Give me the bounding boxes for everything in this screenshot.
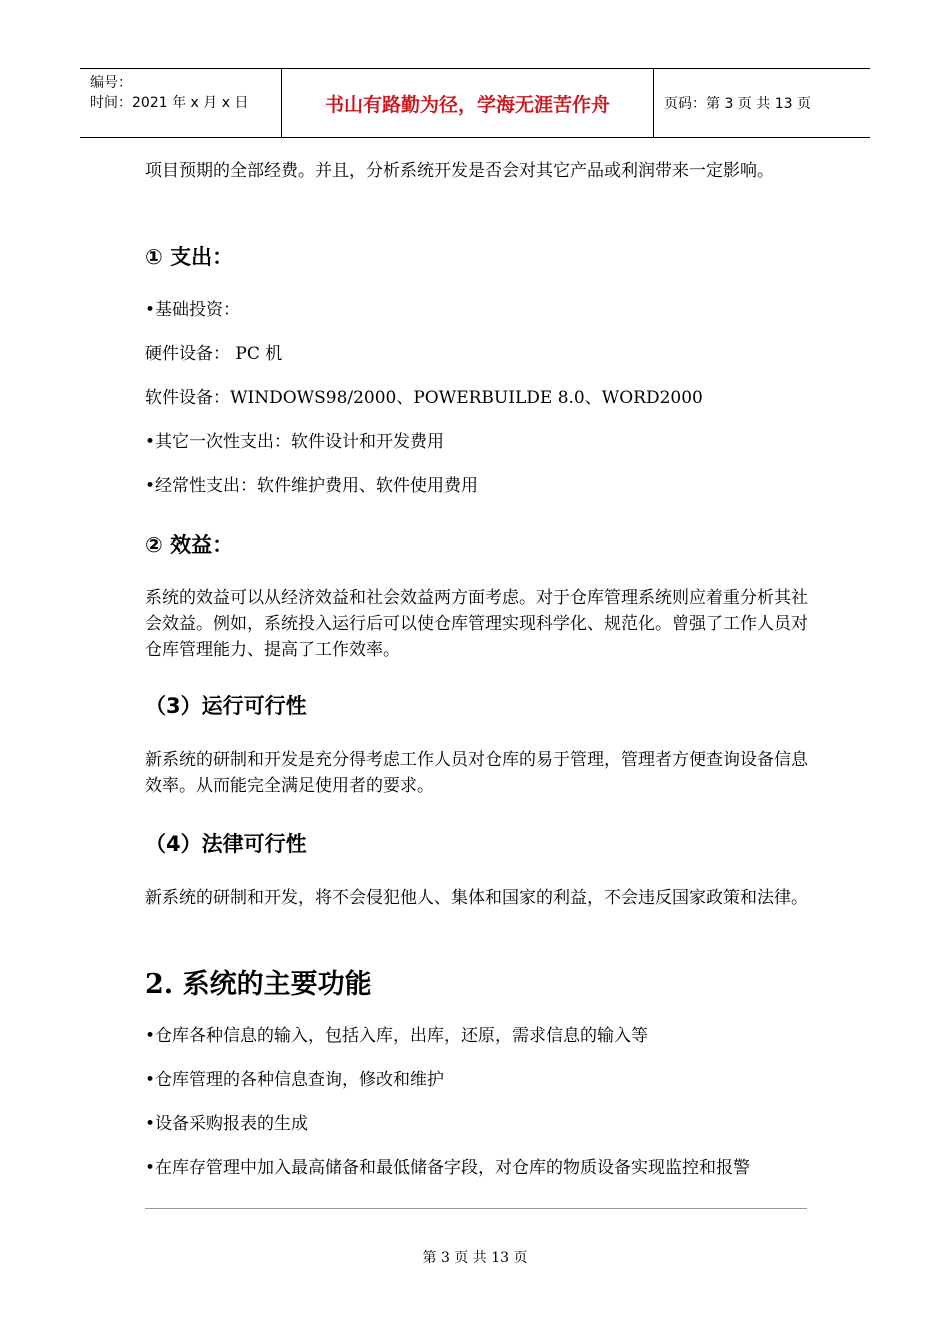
header-meta-cell: [80, 69, 282, 137]
operation-heading: （3）运行可行性: [145, 694, 307, 718]
basic-invest-item: •基础投资：: [145, 300, 241, 320]
expense-heading: ① 支出：: [145, 245, 234, 269]
function-item: •设备采购报表的生成: [145, 1114, 309, 1134]
serial-label: 编号：: [90, 75, 132, 91]
legal-paragraph: 新系统的研制和开发，将不会侵犯他人、集体和国家的利益，不会违反国家政策和法律。: [145, 888, 808, 908]
operation-paragraph: 新系统的研制和开发是充分得考虑工作人员对仓库的易于管理，管理者方便查询设备信息效率。从而能完全满足使用者的要求。: [145, 750, 808, 796]
time-label: 时间：2021 年 x 月 x 日: [90, 95, 249, 111]
page-info: 页码：第 3 页 共 13 页: [664, 96, 811, 112]
legal-heading: （4）法律可行性: [145, 832, 307, 856]
one-time-expense-item: •其它一次性支出：软件设计和开发费用: [145, 432, 445, 452]
page-header: [80, 68, 870, 138]
intro-paragraph: 项目预期的全部经费。并且，分析系统开发是否会对其它产品或利润带来一定影响。: [145, 161, 774, 181]
motto-text: 书山有路勤为径，学海无涯苦作舟: [324, 93, 610, 116]
function-item: •仓库各种信息的输入，包括入库，出库，还原，需求信息的输入等: [145, 1026, 649, 1046]
footer-divider: [145, 1208, 807, 1209]
header-page-cell: [654, 69, 870, 137]
page-footer: 第 3 页 共 13 页: [422, 1250, 528, 1266]
function-item: •在库存管理中加入最高储备和最低储备字段，对仓库的物质设备实现监控和报警: [145, 1158, 751, 1178]
header-motto-cell: [282, 69, 654, 137]
benefit-paragraph: 系统的效益可以从经济效益和社会效益两方面考虑。对于仓库管理系统则应着重分析其社会效益。例如，系统投入运行后可以使仓库管理实现科学化、规范化。曾强了工作人员对仓库管理能力、提高了工作效率。: [145, 588, 808, 660]
function-item: •仓库管理的各种信息查询，修改和维护: [145, 1070, 445, 1090]
software-line: 软件设备：WINDOWS98/2000、POWERBUILDE 8.0、WORD2000: [145, 388, 703, 408]
benefit-heading: ② 效益：: [145, 533, 234, 557]
recurring-expense-item: •经常性支出：软件维护费用、软件使用费用: [145, 476, 479, 496]
hardware-line: 硬件设备： PC 机: [145, 344, 283, 364]
functions-heading: 2. 系统的主要功能: [145, 969, 372, 1000]
